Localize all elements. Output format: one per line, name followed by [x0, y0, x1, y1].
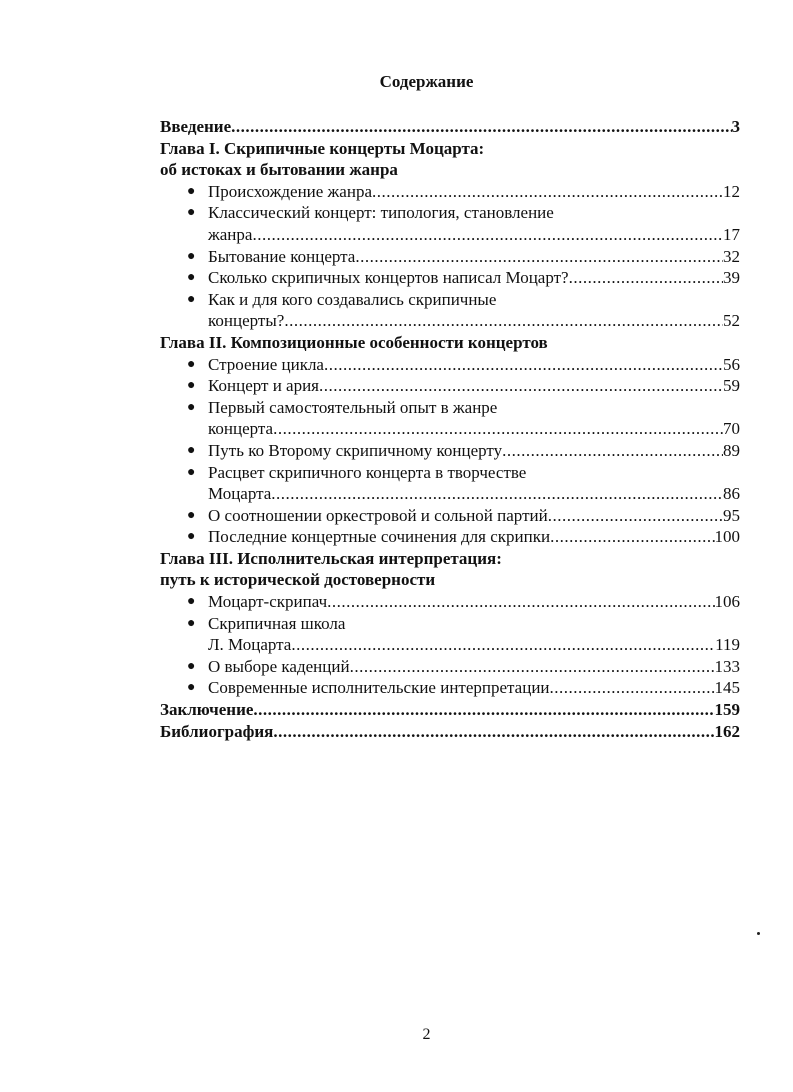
- toc-item-label-line1: Как и для кого создавались скрипичные: [208, 289, 497, 309]
- toc-item-page: 145: [714, 678, 740, 698]
- bullet-icon: ●: [187, 183, 196, 199]
- toc-entry-label: Библиография: [160, 721, 274, 741]
- toc-item: [160, 202, 740, 245]
- toc-entry-conclusion: [160, 699, 740, 721]
- toc-leader-dots: [372, 181, 723, 203]
- toc-item-page: 106: [714, 592, 740, 612]
- toc-item-label: Происхождение жанра: [208, 181, 372, 201]
- toc-item: [160, 289, 740, 332]
- toc-item: [160, 354, 740, 376]
- bullet-icon: ●: [187, 356, 196, 372]
- toc-leader-dots: [550, 677, 715, 699]
- toc-item-label: О соотношении оркестровой и сольной партий: [208, 505, 548, 525]
- toc-entry-bibliography: [160, 721, 740, 743]
- bullet-icon: ●: [187, 248, 196, 264]
- bullet-icon: ●: [187, 442, 196, 458]
- toc-item-page: 95: [723, 505, 740, 525]
- toc-item-page: 56: [723, 354, 740, 374]
- bullet-icon: ●: [187, 680, 196, 696]
- bullet-icon: ●: [187, 464, 196, 480]
- toc-item: [160, 397, 740, 440]
- toc-item-page: 133: [714, 656, 740, 676]
- toc-item: [160, 246, 740, 268]
- toc-item: [160, 181, 740, 203]
- bullet-icon: ●: [187, 270, 196, 286]
- toc-item-page: 89: [723, 440, 740, 460]
- toc-item-page: 17: [723, 224, 740, 244]
- toc-item-label-line1: Скрипичная школа: [208, 613, 346, 633]
- toc-item-label: Строение цикла: [208, 354, 324, 374]
- toc-leader-dots: [252, 224, 723, 246]
- toc-item-page: 86: [723, 484, 740, 504]
- chapter-2-heading: Глава II. Композиционные особенности концертов: [160, 332, 548, 352]
- toc-leader-dots: [273, 721, 714, 743]
- toc-leader-dots: [502, 440, 723, 462]
- toc-leader-dots: [271, 483, 723, 505]
- toc-item: [160, 267, 740, 289]
- page-number: 2: [422, 1026, 431, 1043]
- toc-item: [160, 591, 740, 613]
- bullet-icon: ●: [187, 658, 196, 674]
- toc-item: [160, 613, 740, 656]
- bullet-icon: ●: [187, 615, 196, 631]
- toc-item-label: жанра: [208, 224, 253, 244]
- toc-item-label: О выборе каденций: [208, 656, 350, 676]
- toc-item-label: Моцарт-скрипач: [208, 592, 328, 612]
- toc-item-label: Л. Моцарта: [208, 635, 292, 655]
- toc-item-label-line1: Первый самостоятельный опыт в жанре: [208, 397, 498, 417]
- chapter-3-heading: Глава III. Исполнительская интерпретация:: [160, 548, 502, 568]
- toc-item-label-line1: Классический концерт: типология, становление: [208, 203, 554, 223]
- toc-item-page: 100: [714, 527, 740, 547]
- toc-entry-label: Введение: [160, 117, 232, 136]
- toc-item-label: концерта: [208, 419, 274, 439]
- toc-item: [160, 462, 740, 505]
- toc-item-label: Концерт и ария: [208, 376, 319, 396]
- table-of-contents: [160, 116, 740, 742]
- toc-leader-dots: [231, 116, 731, 138]
- toc-leader-dots: [548, 505, 723, 527]
- chapter-3-subheading: путь к исторической достоверности: [160, 570, 436, 590]
- bullet-icon: ●: [187, 378, 196, 394]
- toc-leader-dots: [253, 699, 714, 721]
- toc-item-label: концерты?: [208, 311, 285, 331]
- bullet-icon: ●: [187, 399, 196, 415]
- bullet-icon: ●: [187, 507, 196, 523]
- toc-item-page: 12: [723, 181, 740, 201]
- toc-item-label: Сколько скрипичных концертов написал Моцарт?: [208, 268, 569, 288]
- toc-item-label-line1: Расцвет скрипичного концерта в творчестве: [208, 462, 527, 482]
- toc-leader-dots: [324, 354, 723, 376]
- toc-leader-dots: [291, 634, 715, 656]
- toc-leader-dots: [319, 375, 723, 397]
- toc-leader-dots: [350, 656, 715, 678]
- toc-item-label: Бытование концерта: [208, 246, 356, 266]
- toc-leader-dots: [284, 310, 723, 332]
- toc-item-page: 52: [723, 311, 740, 331]
- chapter-1-subheading: об истоках и бытовании жанра: [160, 160, 398, 180]
- toc-item-page: 59: [723, 376, 740, 396]
- toc-item-label: Последние концертные сочинения для скрипки: [208, 527, 551, 547]
- toc-leader-dots: [327, 591, 714, 613]
- toc-leader-dots: [355, 246, 723, 268]
- toc-item: [160, 440, 740, 462]
- bullet-icon: ●: [187, 291, 196, 307]
- toc-leader-dots: [550, 526, 714, 548]
- toc-entry-label: Заключение: [160, 700, 254, 720]
- toc-item-page: 39: [723, 268, 740, 288]
- toc-entry-page: 3: [731, 117, 740, 136]
- bullet-icon: ●: [187, 529, 196, 545]
- toc-item: [160, 526, 740, 548]
- toc-entry-page: 162: [714, 721, 740, 741]
- toc-leader-dots: [273, 418, 723, 440]
- toc-item-label: Путь ко Второму скрипичному концерту: [208, 440, 503, 460]
- toc-item-page: 119: [715, 635, 740, 655]
- toc-entry-intro: [160, 116, 740, 138]
- chapter-1-heading: Глава I. Скрипичные концерты Моцарта:: [160, 138, 485, 158]
- toc-item: [160, 677, 740, 699]
- toc-leader-dots: [569, 267, 723, 289]
- toc-item-page: 70: [723, 419, 740, 439]
- toc-item-page: 32: [723, 246, 740, 266]
- bullet-icon: ●: [187, 594, 196, 610]
- toc-item: [160, 505, 740, 527]
- bullet-icon: ●: [187, 205, 196, 221]
- scan-speck: [757, 932, 760, 935]
- toc-entry-page: 159: [714, 700, 740, 720]
- toc-item-label: Моцарта: [208, 484, 272, 504]
- toc-item: [160, 656, 740, 678]
- toc-item: [160, 375, 740, 397]
- toc-item-label: Современные исполнительские интерпретации: [208, 678, 550, 698]
- page-title: Содержание: [379, 72, 474, 91]
